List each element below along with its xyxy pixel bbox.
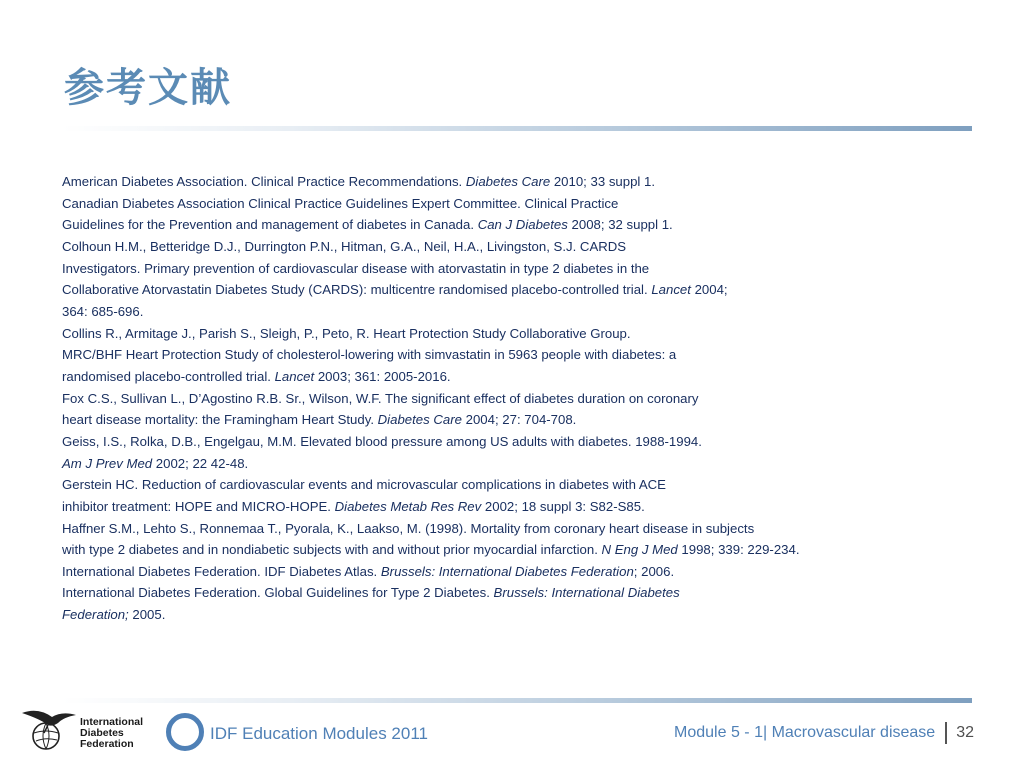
reference-text: ; 2006. [633,563,675,579]
reference-line [62,539,982,561]
reference-text: Haffner S.M., Lehto S., Ronnemaa T., Pyorala, K., Laakso, M. (1998). Mortality from coronary heart disease in subjects [62,520,755,536]
reference-text: randomised placebo-controlled trial. [62,368,275,384]
reference-text: International Diabetes Federation. IDF Diabetes Atlas. [62,563,381,579]
reference-text: 2004; 27: 704-708. [461,412,577,428]
ring-icon [166,713,204,751]
reference-line [62,474,982,496]
reference-text: Collaborative Atorvastatin Diabetes Study (CARDS): multicentre randomised placebo-controlled trial. [62,282,652,298]
reference-text: Fox C.S., Sullivan L., D’Agostino R.B. Sr., Wilson, W.F. The significant effect of diabetes duration on coronary [62,390,699,406]
reference-text: Canadian Diabetes Association Clinical Practice Guidelines Expert Committee. Clinical Practice [62,195,619,211]
reference-text: Guidelines for the Prevention and management of diabetes in Canada. [62,217,478,233]
logo-line-1: International [80,716,144,728]
reference-text: International Diabetes Federation. Global Guidelines for Type 2 Diabetes. [62,585,494,601]
reference-journal: Diabetes Care [377,412,462,428]
logo-line-3: Federation [80,738,134,750]
reference-line [62,279,982,301]
reference-line [62,582,982,604]
reference-journal: Am J Prev Med [62,455,153,471]
reference-line [62,323,982,345]
reference-line [62,604,982,626]
reference-journal: Federation; [62,607,129,623]
reference-text: 2010; 33 suppl 1. [550,174,656,189]
reference-text: MRC/BHF Heart Protection Study of cholesterol-lowering with simvastatin in 5963 people with diabetes: a [62,347,677,363]
reference-line [62,171,982,193]
title-divider [62,126,972,131]
reference-text: Collins R., Armitage J., Parish S., Sleigh, P., Peto, R. Heart Protection Study Collaborative Group. [62,325,631,341]
reference-line [62,214,982,236]
reference-line [62,344,982,366]
reference-journal: Brussels: International Diabetes Federation [380,563,634,579]
reference-journal: Lancet [651,282,691,298]
idf-bird-logo-icon [18,703,80,753]
reference-line [62,409,982,431]
reference-journal: Diabetes Metab Res Rev [334,498,482,514]
reference-line [62,518,982,540]
reference-text: 2008; 32 suppl 1. [567,217,673,233]
reference-text: with type 2 diabetes and in nondiabetic subjects with and without prior myocardial infarction. [62,542,602,558]
reference-journal: Brussels: International Diabetes [493,585,680,601]
reference-text: Investigators. Primary prevention of cardiovascular disease with atorvastatin in type 2 diabetes in the [62,260,650,276]
reference-text: 1998; 339: 229-234. [677,542,800,558]
reference-line [62,431,982,453]
reference-text: 2005. [128,607,166,623]
reference-list [62,171,982,626]
reference-text: 2003; 361: 2005-2016. [314,368,451,384]
reference-text: 2002; 18 suppl 3: S82-S85. [481,498,645,514]
reference-text: Colhoun H.M., Betteridge D.J., Durrington P.N., Hitman, G.A., Neil, H.A., Livingston, S.J. CARDS [62,238,627,254]
module-label: Module 5 - 1| Macrovascular disease [674,724,936,741]
reference-text: inhibitor treatment: HOPE and MICRO-HOPE. [62,498,335,514]
reference-line [62,236,982,258]
idf-logo-text [80,717,143,750]
reference-line [62,388,982,410]
reference-line [62,258,982,280]
reference-line [62,496,982,518]
reference-line [62,193,982,215]
reference-journal: Can J Diabetes [477,217,568,233]
logo-line-2: Diabetes [80,727,124,739]
page-number: 32 [956,724,974,741]
reference-text: 2002; 22 42-48. [152,455,249,471]
footer-separator [945,722,947,744]
reference-journal: Diabetes Care [465,174,551,189]
reference-text: heart disease mortality: the Framingham Heart Study. [62,412,378,428]
reference-text: 2004; [690,282,728,298]
reference-text: 364: 685-696. [62,303,144,319]
reference-line [62,301,982,323]
modules-label: IDF Education Modules 2011 [210,724,428,743]
reference-journal: N Eng J Med [601,542,678,558]
slide-title: 参考文献 [64,65,232,111]
reference-text: Gerstein HC. Reduction of cardiovascular events and microvascular complications in diabetes with ACE [62,477,666,493]
reference-line [62,453,982,475]
reference-text: Geiss, I.S., Rolka, D.B., Engelgau, M.M. Elevated blood pressure among US adults with diabetes. 1988-1994. [62,433,702,449]
footer-module-info [674,722,974,744]
reference-text: American Diabetes Association. Clinical Practice Recommendations. [62,174,466,189]
reference-journal: Lancet [274,368,315,384]
footer-divider [62,698,972,703]
reference-line [62,561,982,583]
reference-line [62,366,982,388]
